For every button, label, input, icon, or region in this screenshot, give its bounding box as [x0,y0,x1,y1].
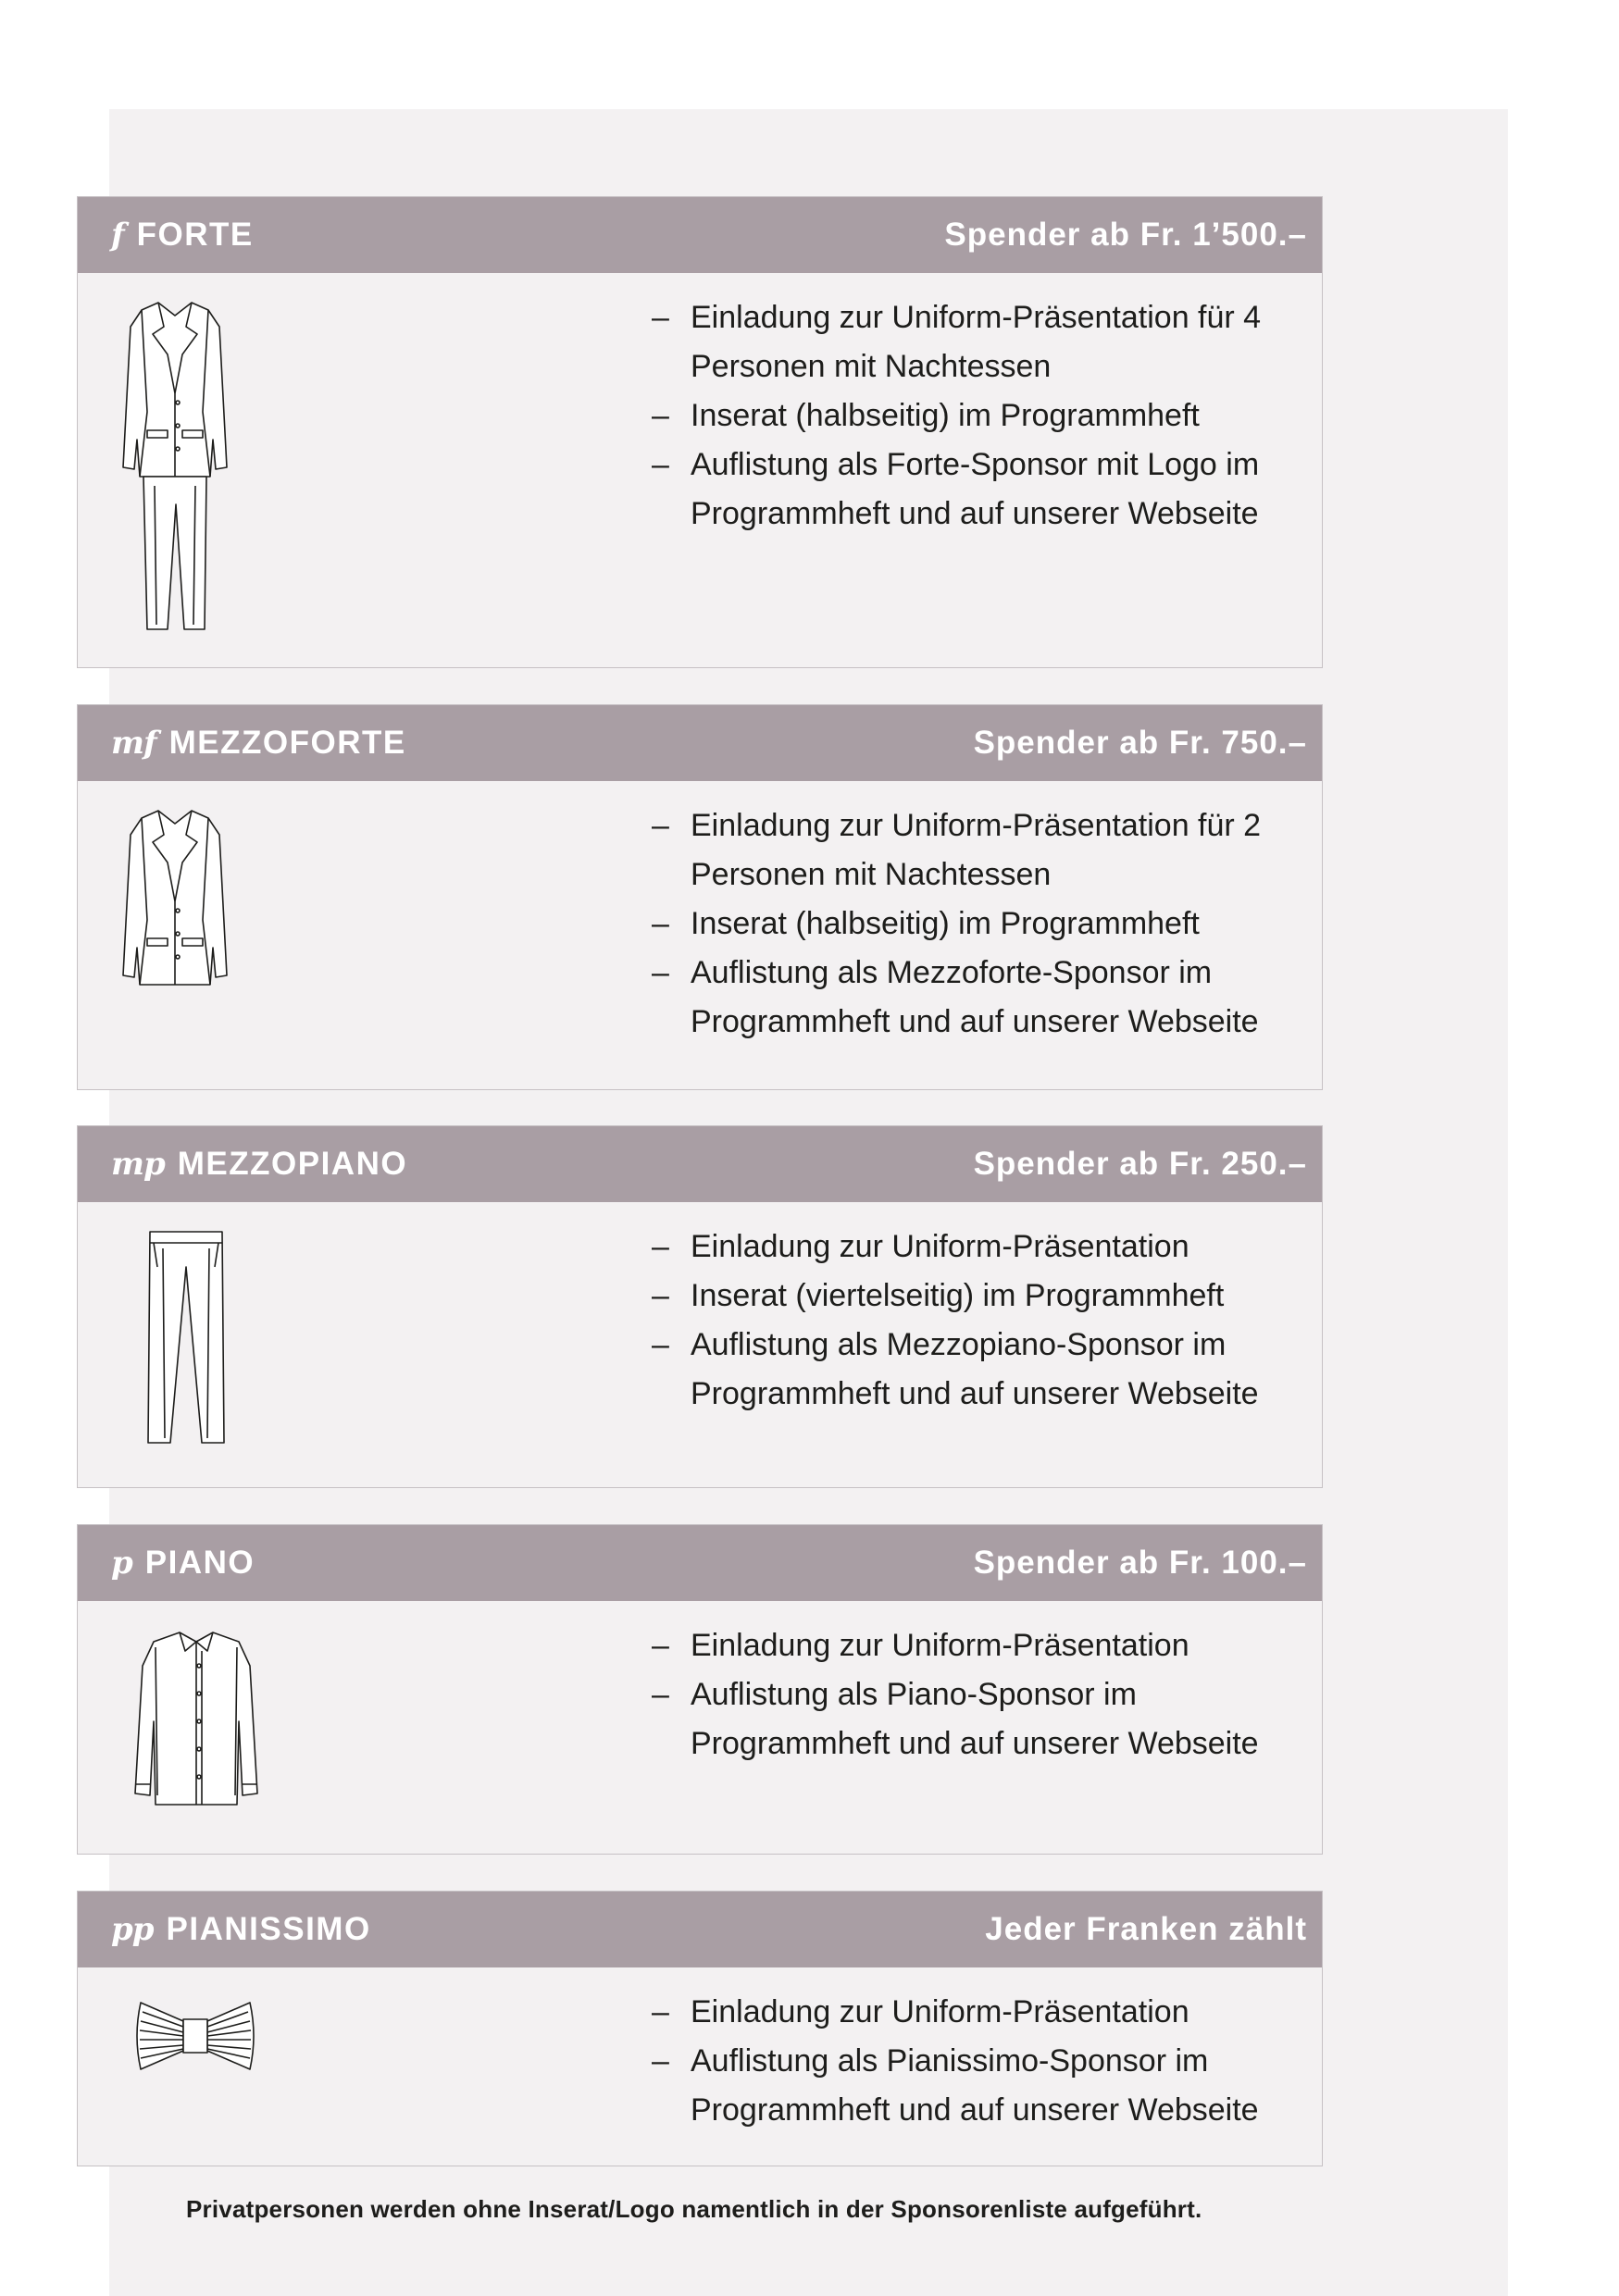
benefit-item: – Auflistung als Piano-Sponsor im Programmheft und auf unserer Webseite [652,1670,1300,1769]
benefit-item: – Auflistung als Pianissimo-Sponsor im Programmheft und auf unserer Webseite [652,2037,1300,2135]
tier-header [78,705,1322,781]
dynamic-symbol: mp [111,1146,165,1183]
tier-title: PIANO [144,1545,255,1581]
tier-title: MEZZOPIANO [177,1146,408,1182]
tier-price: Spender ab Fr. 750.– [973,725,1307,761]
tier-mezzopiano [77,1125,1323,1488]
tier-title: PIANISSIMO [166,1911,371,1947]
tier-title: MEZZOFORTE [168,725,406,761]
tier-price: Spender ab Fr. 100.– [973,1545,1307,1581]
tier-price: Jeder Franken zählt [985,1911,1307,1947]
benefit-item: – Auflistung als Mezzopiano-Sponsor im Programmheft und auf unserer Webseite [652,1321,1300,1419]
benefit-item: – Einladung zur Uniform-Präsentation für 2 Personen mit Nachtessen [652,801,1300,900]
benefit-item: – Auflistung als Mezzoforte-Sponsor im Programmheft und auf unserer Webseite [652,949,1300,1047]
bow-tie-icon [133,1999,257,2073]
benefit-item: – Auflistung als Forte-Sponsor mit Logo im Programmheft und auf unserer Webseite [652,441,1300,539]
tier-header [78,1525,1322,1601]
tier-price: Spender ab Fr. 250.– [973,1146,1307,1182]
benefit-list [652,1988,1300,2135]
footnote: Privatpersonen werden ohne Inserat/Logo namentlich in der Sponsorenliste aufgeführt. [186,2195,1202,2223]
benefit-list [652,1621,1300,1769]
benefit-item: – Inserat (halbseitig) im Programmheft [652,900,1300,949]
benefit-list [652,801,1300,1047]
jacket-icon [119,809,230,994]
dynamic-symbol: p [111,1545,132,1582]
tier-header [78,1892,1322,1967]
shirt-icon [131,1629,261,1814]
benefit-list [652,293,1300,539]
tier-price: Spender ab Fr. 1’500.– [944,217,1307,253]
benefit-item: – Einladung zur Uniform-Präsentation [652,1988,1300,2037]
dynamic-symbol: mf [111,725,156,762]
tier-header [78,1126,1322,1202]
benefit-list [652,1222,1300,1419]
tier-header [78,197,1322,273]
benefit-item: – Einladung zur Uniform-Präsentation [652,1222,1300,1272]
tier-piano [77,1524,1323,1855]
tier-forte [77,196,1323,668]
suit-icon [119,301,230,634]
benefit-item: – Inserat (viertelseitig) im Programmheft [652,1272,1300,1321]
tier-mezzoforte [77,704,1323,1090]
dynamic-symbol: pp [111,1911,154,1948]
benefit-item: – Inserat (halbseitig) im Programmheft [652,391,1300,441]
benefit-item: – Einladung zur Uniform-Präsentation [652,1621,1300,1670]
tier-title: FORTE [136,217,254,253]
benefit-item: – Einladung zur Uniform-Präsentation für 4 Personen mit Nachtessen [652,293,1300,391]
tier-pianissimo [77,1891,1323,2166]
dynamic-symbol: f [111,217,124,254]
trousers-icon [144,1230,228,1452]
